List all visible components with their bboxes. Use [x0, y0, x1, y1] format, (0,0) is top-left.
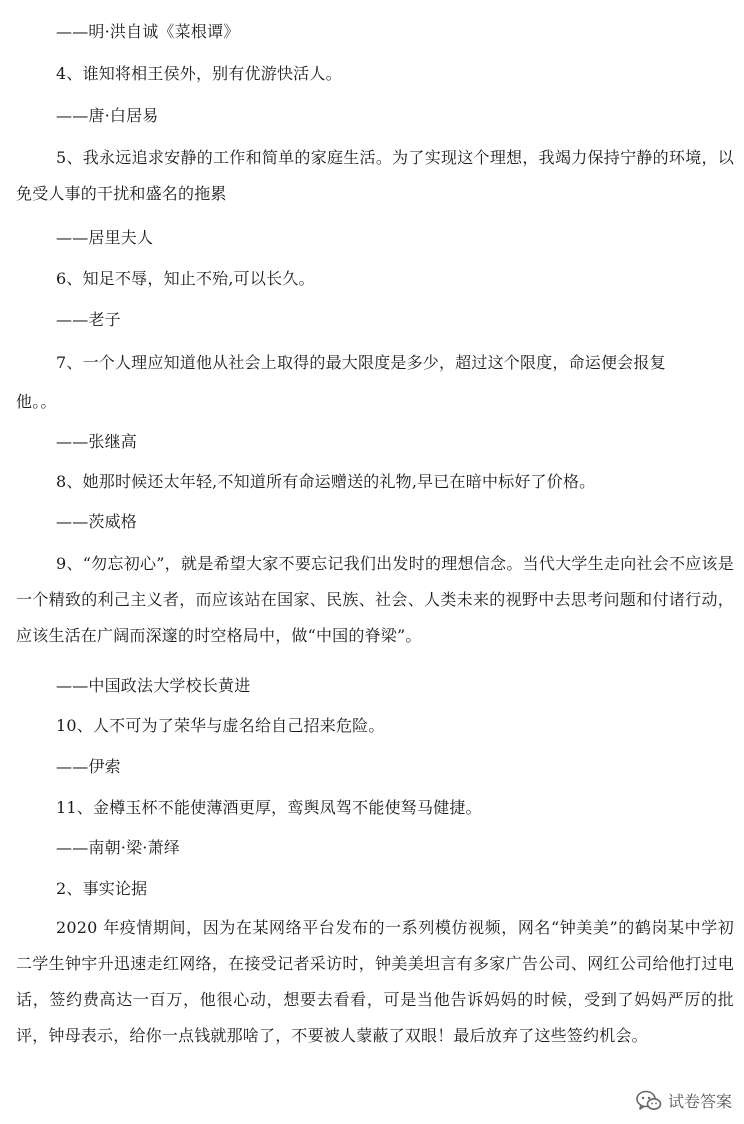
quote-10: 10、人不可为了荣华与虚名给自己招来危险。: [56, 716, 385, 735]
attribution-zhangjigao: ——张继高: [56, 432, 138, 451]
quote-7-continuation: 他。。: [16, 392, 57, 411]
attribution-baijuyi: ——唐·白居易: [56, 106, 159, 125]
quote-9: 9、“勿忘初心”，就是希望大家不要忘记我们出发时的理想信念。当代大学生走向社会不应该是一个精致的利己主义者，而应该站在国家、民族、社会、人类未来的视野中去思考问题和付诸行动，应该生活在广阔而深邃的时空格局中，做“中国的脊梁”。: [16, 554, 734, 645]
quote-4: 4、谁知将相王侯外，别有优游快活人。: [56, 64, 342, 83]
fact-paragraph-2020: 2020 年疫情期间，因为在某网络平台发布的一系列模仿视频，网名“钟美美”的鹤岗某中学初二学生钟宇升迅速走红网络，在接受记者采访时，钟美美坦言有多家广告公司、网红公司给他打过电话，签约费高达一百万，他很心动，想要去看看，可是当他告诉妈妈的时候，受到了妈妈严厉的批评，钟母表示，给你一点钱就那啥了，不要被人蒙蔽了双眼！最后放弃了这些签约机会。: [16, 918, 734, 1045]
watermark-label: 试卷答案: [667, 1092, 732, 1111]
attribution-laozi: ——老子: [56, 310, 121, 329]
wechat-icon: [636, 1090, 662, 1112]
attribution-xiaoyi: ——南朝·梁·萧绎: [56, 838, 180, 857]
quote-7: 7、一个人理应知道他从社会上取得的最大限度是多少，超过这个限度，命运便会报复: [56, 353, 666, 372]
quote-6: 6、知足不辱，知止不殆,可以长久。: [56, 269, 315, 288]
quote-11: 11、金樽玉杯不能使薄酒更厚，鸾舆凤驾不能使驽马健捷。: [56, 798, 482, 817]
attribution-aesop: ——伊索: [56, 757, 121, 776]
attribution-caigentan: ——明·洪自诚《菜根谭》: [56, 22, 240, 41]
attribution-huangjin: ——中国政法大学校长黄进: [56, 676, 251, 695]
attribution-zweig: ——茨威格: [56, 512, 138, 531]
quote-5: 5、我永远追求安静的工作和简单的家庭生活。为了实现这个理想，我竭力保持宁静的环境，以免受人事的干扰和盛名的拖累: [16, 148, 734, 203]
section-heading-facts: 2、事实论据: [56, 879, 148, 898]
quote-8: 8、她那时候还太年轻,不知道所有命运赠送的礼物,早已在暗中标好了价格。: [56, 472, 596, 491]
watermark: [636, 1089, 732, 1112]
attribution-curie: ——居里夫人: [56, 228, 154, 247]
